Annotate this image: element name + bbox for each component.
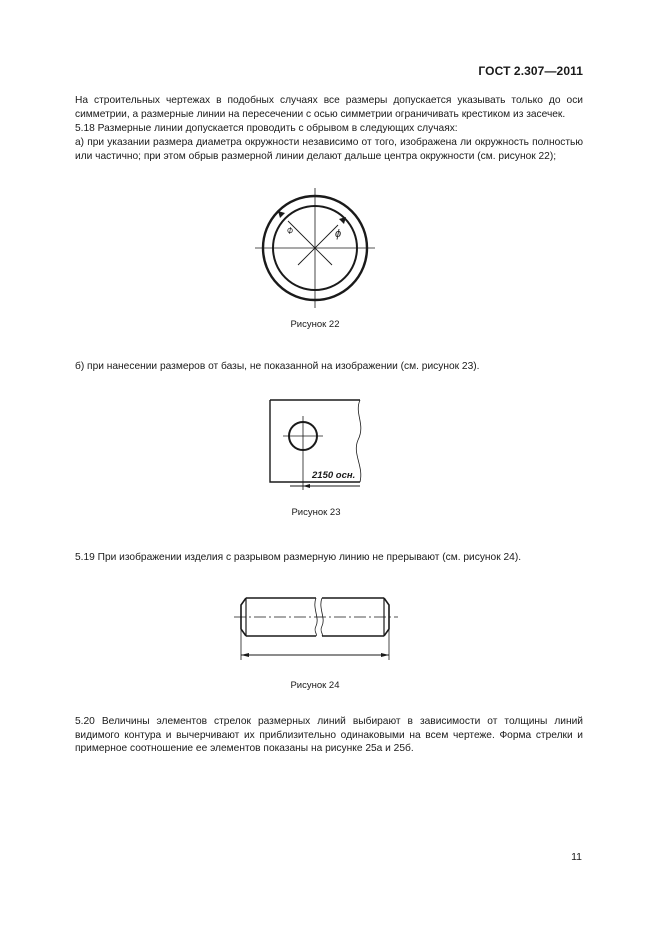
figure-23-drawing xyxy=(268,396,378,496)
paragraph-5-18-a: а) при указании размера диаметра окружности независимо от того, изображена ли окружность полностью или частично; при этом обрыв размерной линии делают дальше центра окружности (см. рисунок 22); xyxy=(75,137,583,162)
figure-24-caption: Рисунок 24 xyxy=(290,680,340,691)
figure-22-drawing xyxy=(255,188,375,308)
paragraph-5-19: 5.19 При изображении изделия с разрывом размерную линию не прерывают (см. рисунок 24). xyxy=(75,552,522,563)
figure-23-caption: Рисунок 23 xyxy=(291,507,341,518)
paragraph-5-18-b: б) при нанесении размеров от базы, не показанной на изображении (см. рисунок 23). xyxy=(75,361,480,372)
page-number: 11 xyxy=(571,851,582,863)
figure-22-caption: Рисунок 22 xyxy=(290,319,340,330)
paragraph-5-18: 5.18 Размерные линии допускается проводить с обрывом в следующих случаях: xyxy=(75,123,458,134)
figure-22-diameter-label-left: ⌀ xyxy=(284,224,296,237)
paragraph-construction-drawings: На строительных чертежах в подобных случаях все размеры допускается указывать только до оси симметрии, а размерные линии на пересечении с осью симметрии ограничивать крестиком из засечек. xyxy=(75,95,583,120)
figure-24-drawing xyxy=(232,592,402,662)
document-code: ГОСТ 2.307—2011 xyxy=(478,64,583,78)
figure-23-dimension-label: 2150 осн. xyxy=(312,470,356,481)
paragraph-5-20: 5.20 Величины элементов стрелок размерных линий выбирают в зависимости от толщины линий видимого контура и вычерчивают их приблизительно одинаковыми на всем чертеже. Форма стрелки и примерное соотношение ее элементов показаны на рисунке 25а и 25б. xyxy=(75,716,583,755)
figure-22-diameter-label-right: ϕ xyxy=(335,228,342,240)
